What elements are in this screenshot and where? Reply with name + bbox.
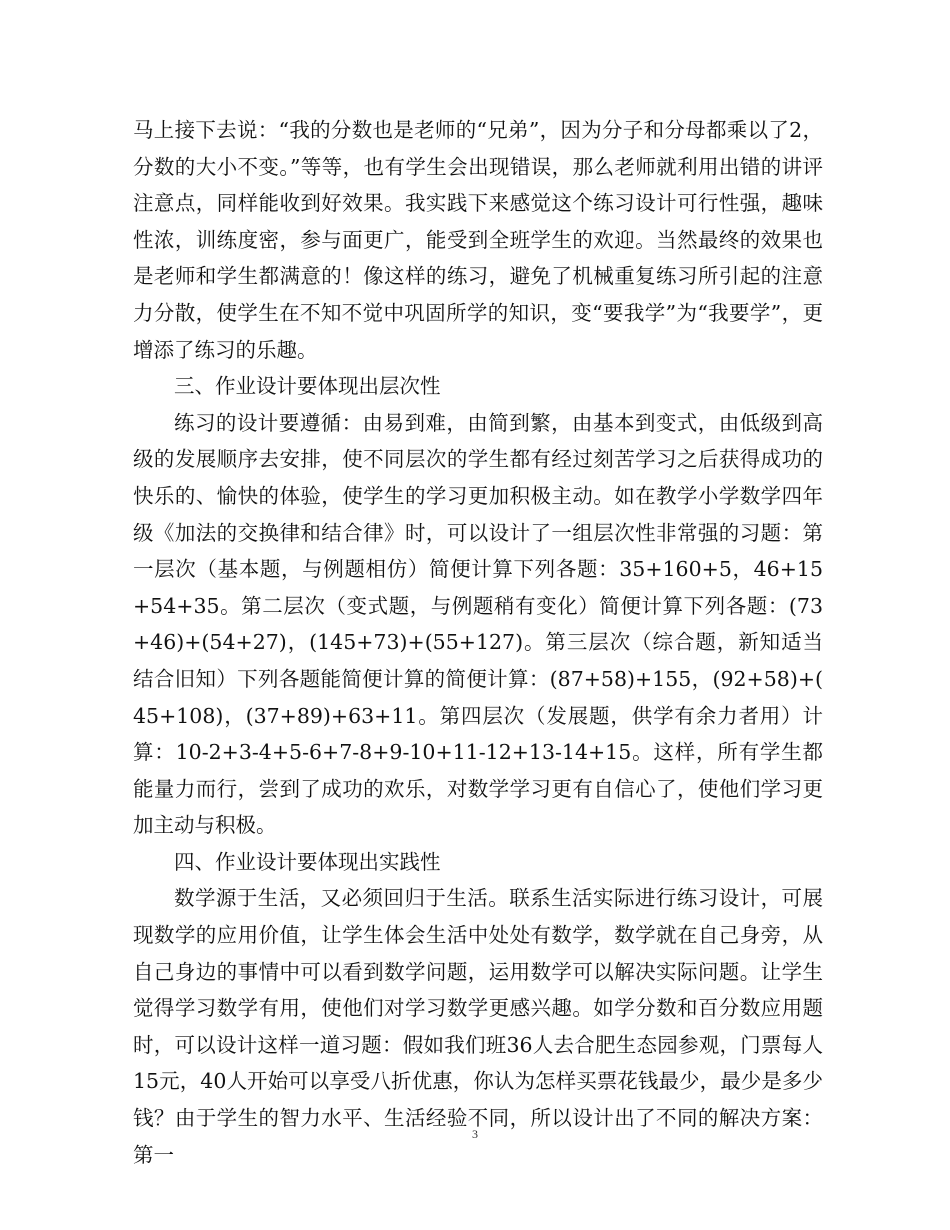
- section-heading-layering: 三、作业设计要体现出层次性: [174, 374, 441, 399]
- section-heading-practice: 四、作业设计要体现出实践性: [174, 849, 441, 874]
- body-text: [133, 112, 823, 1173]
- paragraph-layering: 练习的设计要遵循：由易到难，由简到繁，由基本到变式，由低级到高级的发展顺序去安排，使不同层次的学生都有经过刻苦学习之后获得成功的快乐的、愉快的体验，使学生的学习更加积极主动。如在教学小学数学四年级《加法的交换律和结合律》时，可以设计了一组层次性非常强的习题：第一层次（基本题，与例题相仿）简便计算下列各题：35+160+5，46+15+54+35。第二层次（变式题，与例题稍有变化）简便计算下列各题：(73+46)+(54+27)，(145+73)+(55+127)。第三层次（综合题，新知适当结合旧知）下列各题能简便计算的简便计算：(87+58)+155，(92+58)+(45+108)，(37+89)+63+11。第四层次（发展题，供学有余力者用）计算：10-2+3-4+5-6+7-8+9-10+11-12+13-14+15。这样，所有学生都能量力而行，尝到了成功的欢乐，对数学学习更有自信心了，使他们学习更加主动与积极。: [133, 410, 823, 838]
- paragraph-continuation: 马上接下去说：“我的分数也是老师的“兄弟”，因为分子和分母都乘以了2，分数的大小不变。”等等，也有学生会出现错误，那么老师就利用出错的讲评注意点，同样能收到好效果。我实践下来感觉这个练习设计可行性强，趣味性浓，训练度密，参与面更广，能受到全班学生的欢迎。当然最终的效果也是老师和学生都满意的！像这样的练习，避免了机械重复练习所引起的注意力分散，使学生在不知不觉中巩固所学的知识，变“要我学”为“我要学”，更增添了练习的乐趣。: [133, 118, 823, 362]
- page-number: 3: [472, 1127, 478, 1141]
- paragraph-practice: 数学源于生活，又必须回归于生活。联系生活实际进行练习设计，可展现数学的应用价值，让学生体会生活中处处有数学，数学就在自己身旁，从自己身边的事情中可以看到数学问题，运用数学可以解决实际问题。让学生觉得学习数学有用，使他们对学习数学更感兴趣。如学分数和百分数应用题时，可以设计这样一道习题：假如我们班36人去合肥生态园参观，门票每人15元，40人开始可以享受八折优惠，你认为怎样买票花钱最少，最少是多少钱？由于学生的智力水平、生活经验不同，所以设计出了不同的解决方案：第一: [133, 886, 823, 1167]
